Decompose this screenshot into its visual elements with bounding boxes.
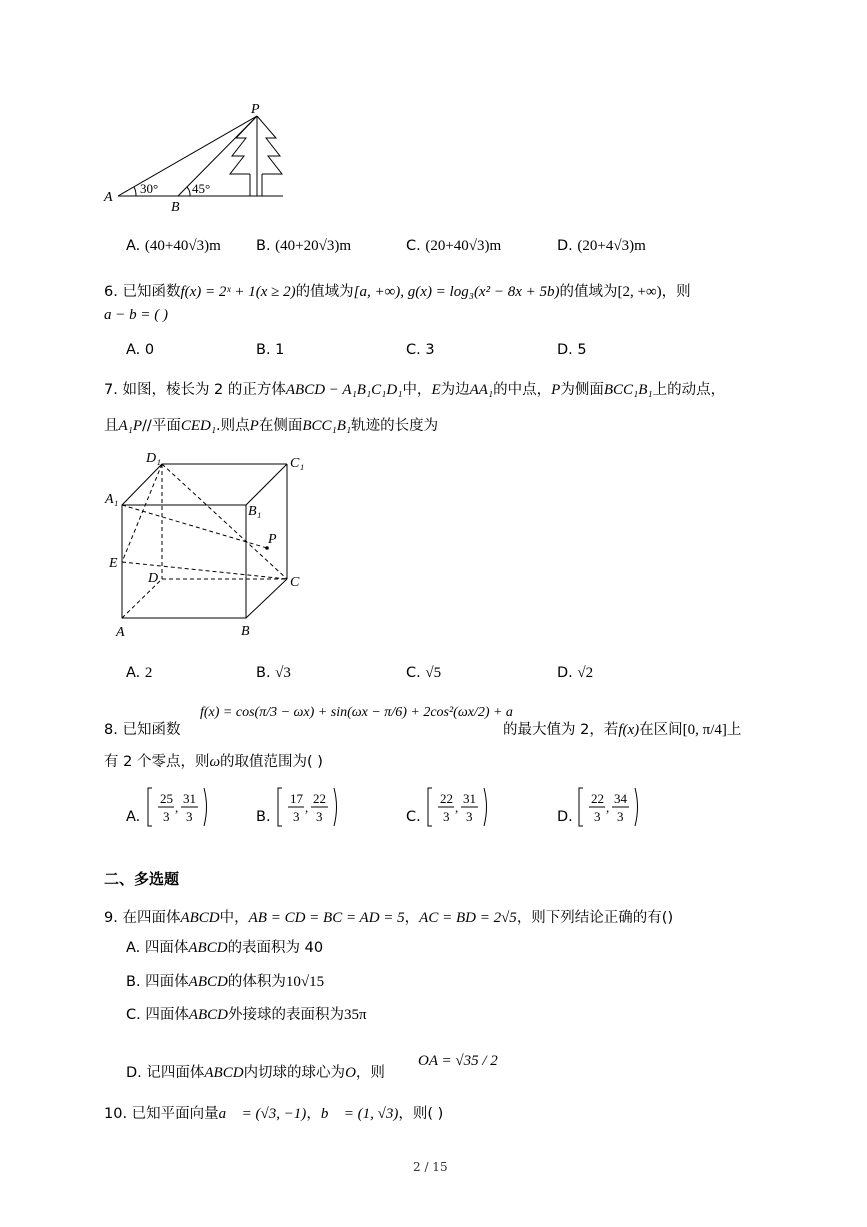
- svg-text:3: 3: [443, 809, 450, 824]
- q9-option-c[interactable]: C. 四面体ABCD外接球的表面积为35π: [126, 1007, 367, 1023]
- q7-stem-line1: 7. 如图，棱长为 2 的正方体ABCD − A₁B₁C₁D₁中，E为边AA₁的中点，P为侧面BCC₁B₁上的动点，: [104, 382, 726, 398]
- svg-text:3: 3: [466, 809, 473, 824]
- svg-text:22: 22: [440, 791, 453, 806]
- q8-stem-line2: 有 2 个零点，则ω的取值范围为( ): [104, 754, 323, 770]
- q5-figure: [100, 100, 300, 215]
- q9-option-b[interactable]: B. 四面体ABCD的体积为10√15: [126, 974, 325, 990]
- page-number: 2 / 15: [413, 1160, 448, 1174]
- svg-text:31: 31: [183, 791, 196, 806]
- svg-text:17: 17: [290, 791, 303, 806]
- svg-text:3: 3: [293, 809, 300, 824]
- label-A: A: [116, 625, 125, 640]
- q5-option-b[interactable]: B. (40+20√3)m: [256, 238, 352, 254]
- label-E: E: [109, 556, 118, 571]
- svg-text:,: ,: [305, 800, 309, 815]
- q7-option-a[interactable]: A. 2: [126, 665, 153, 681]
- q6-option-b[interactable]: B. 1: [256, 342, 285, 358]
- label-P: P: [268, 532, 277, 547]
- q5-option-d[interactable]: D. (20+4√3)m: [557, 238, 646, 254]
- q7-option-c[interactable]: C. √5: [406, 665, 442, 681]
- label-B: B: [171, 200, 180, 215]
- q8-stem-line1-rest: 的最大值为 2，若f(x)在区间[0, π/4]上: [503, 722, 742, 738]
- label-D1: D₁: [146, 451, 161, 466]
- angle-30: 30°: [140, 181, 159, 196]
- q7-cube-figure: [100, 445, 310, 645]
- q9-option-d-value: OA = √35 / 2: [418, 1053, 498, 1069]
- svg-text:25: 25: [160, 791, 173, 806]
- svg-text:3: 3: [594, 809, 601, 824]
- svg-text:,: ,: [606, 800, 610, 815]
- label-B1: B₁: [248, 504, 262, 519]
- q6-stem-line2: a − b = ( ): [104, 307, 168, 323]
- svg-text:,: ,: [175, 800, 179, 815]
- svg-text:34: 34: [614, 791, 627, 806]
- label-P: P: [251, 102, 260, 117]
- q9-option-a[interactable]: A. 四面体ABCD的表面积为 40: [126, 940, 324, 956]
- svg-text:22: 22: [591, 791, 604, 806]
- q5-option-c[interactable]: C. (20+40√3)m: [406, 238, 502, 254]
- q7-option-b[interactable]: B. √3: [256, 665, 291, 681]
- q9-stem: 9. 在四面体ABCD中，AB = CD = BC = AD = 5，AC = BD = 2√5，则下列结论正确的有(): [104, 910, 674, 926]
- q6-option-d[interactable]: D. 5: [557, 342, 587, 358]
- svg-text:31: 31: [463, 791, 476, 806]
- svg-text:22: 22: [313, 791, 326, 806]
- q6-option-a[interactable]: A. 0: [126, 342, 155, 358]
- q7-stem-line2: 且A₁P//平面CED₁.则点P在侧面BCC₁B₁轨迹的长度为: [104, 418, 439, 434]
- q7-option-d[interactable]: D. √2: [557, 665, 594, 681]
- angle-45: 45°: [192, 181, 211, 196]
- svg-text:3: 3: [186, 809, 193, 824]
- label-A1: A₁: [105, 492, 119, 507]
- section-heading-multiple-choice: 二、多选题: [104, 870, 180, 888]
- label-A: A: [104, 190, 113, 205]
- label-D: D: [148, 571, 159, 586]
- label-C: C: [290, 575, 300, 590]
- svg-text:3: 3: [163, 809, 170, 824]
- svg-text:3: 3: [617, 809, 624, 824]
- q6-option-c[interactable]: C. 3: [406, 342, 435, 358]
- svg-text:3: 3: [316, 809, 323, 824]
- label-C1: C₁: [290, 456, 305, 471]
- q8-stem-line1-label: 8. 已知函数: [104, 722, 181, 738]
- q5-option-a[interactable]: A. (40+40√3)m: [126, 238, 221, 254]
- svg-text:,: ,: [455, 800, 459, 815]
- q6-stem-line1: 6. 已知函数f(x) = 2ˣ + 1(x ≥ 2)的值域为[a, +∞), g(x) = log₃(x² − 8x + 5b)的值域为[2, +∞)，则: [104, 284, 691, 300]
- q9-option-d[interactable]: D. 记四面体ABCD内切球的球心为O，则: [126, 1065, 385, 1081]
- label-B: B: [241, 624, 250, 639]
- q10-stem: 10. 已知平面向量a⃗ = (√3, −1)，b⃗ = (1, √3)，则( ): [104, 1106, 444, 1122]
- q8-formula: f(x) = cos(π/3 − ωx) + sin(ωx − π/6) + 2cos²(ωx/2) + a: [200, 705, 513, 720]
